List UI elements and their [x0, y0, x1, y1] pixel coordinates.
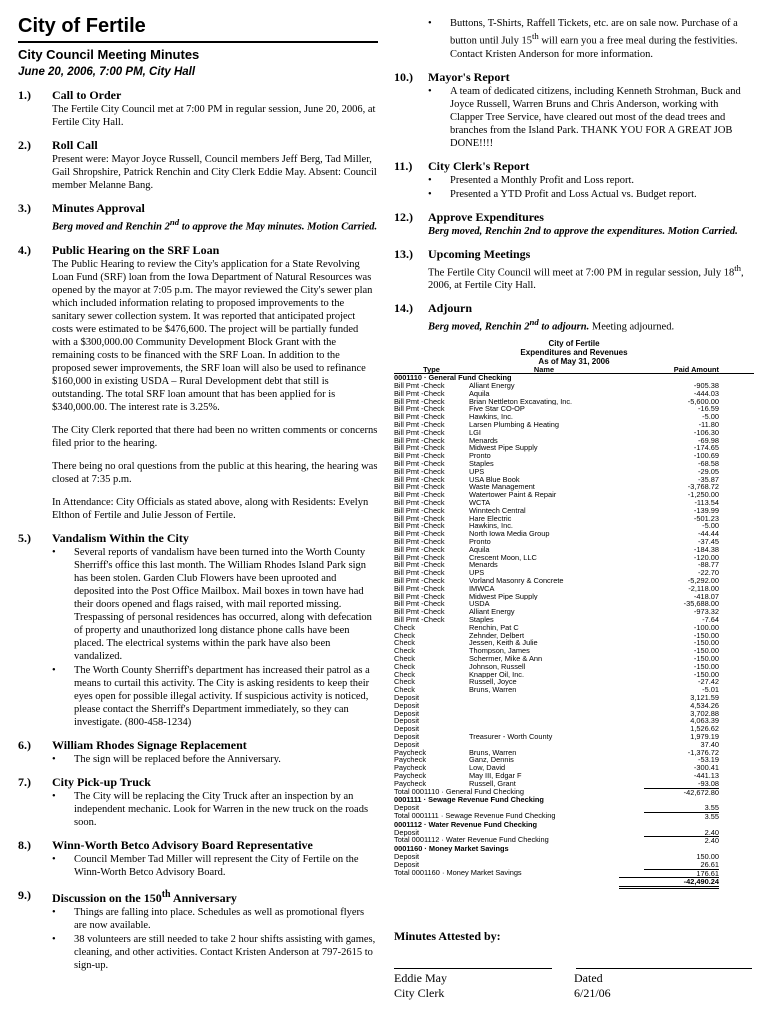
row-type: Bill Pmt -Check	[394, 498, 445, 508]
hearing-paragraph: In Attendance: City Officials as stated above, along with Residents: Evelyn Elthon of Fertile and Julie Jesson of Fertile.	[52, 496, 369, 521]
row-name: Johnson, Russell	[469, 662, 526, 671]
row-type: Bill Pmt -Check	[394, 544, 445, 554]
ordinal-suffix: th	[531, 31, 539, 41]
hearing-paragraph: The City Clerk reported that there had been no written comments or concerns filed prior to the hearing.	[52, 424, 378, 449]
hearing-paragraph: There being no oral questions from the public at this hearing, the hearing was closed at 7:35 p.m.	[52, 460, 378, 485]
row-amount: -3,768.72	[687, 482, 719, 492]
row-amount: -88.77	[698, 560, 719, 570]
row-type: Bill Pmt -Check	[394, 505, 445, 515]
row-amount: -444.03	[693, 388, 719, 398]
row-type: Deposit	[394, 708, 420, 718]
row-name: Hawkins, Inc.	[469, 413, 513, 422]
row-name: Ganz, Dennis	[469, 756, 514, 765]
section-number: 14.)	[394, 301, 413, 315]
row-type: Deposit	[394, 700, 420, 710]
row-name: Menards	[469, 436, 498, 445]
right-column	[394, 14, 754, 889]
clerk-role: City Clerk	[394, 986, 445, 1000]
row-amount: -53.19	[698, 755, 719, 765]
row-type: Check	[394, 661, 415, 671]
section-title: Public Hearing on the SRF Loan	[52, 242, 220, 257]
section-title: Minutes Approval	[52, 201, 145, 215]
total-row	[394, 869, 754, 878]
row-type: Paycheck	[394, 747, 427, 757]
row-type: Bill Pmt -Check	[394, 435, 445, 445]
row-type: Bill Pmt -Check	[394, 466, 445, 476]
row-name: Knapper Oil, Inc.	[469, 670, 525, 679]
row-name: Aquila	[469, 545, 490, 554]
account-label: 0001111 · Sewage Revenue Fund Checking	[394, 795, 544, 805]
row-type: Check	[394, 677, 415, 687]
section-text-a: The Fertile City Council will meet at 7:00 PM in regular session, July 18	[428, 267, 735, 278]
row-amount: 26.61	[700, 859, 719, 869]
page-title: City of Fertile	[18, 15, 146, 37]
left-column	[18, 14, 378, 972]
row-name: UPS	[469, 569, 485, 578]
section-number: 12.)	[394, 209, 413, 224]
row-amount: -16.59	[698, 404, 719, 414]
signature-block	[394, 968, 754, 1001]
section-number: 11.)	[394, 158, 413, 173]
row-amount: -93.08	[698, 778, 719, 788]
row-type: Deposit	[394, 731, 420, 741]
row-name: Treasurer - Worth County	[469, 732, 553, 741]
row-type: Deposit	[394, 827, 420, 837]
section-vandalism	[18, 531, 378, 729]
bullet-item: • The Worth County Sherriff's department has increased their patrol as a means to curtail this activity. The City is asking residents to keep their eyes open for possible illegal activity. If suspicious activity is noticed, please contact the Sherriff's Department immediately, so they can investigate. (800-458-1234)	[52, 664, 378, 729]
row-amount: 3,702.88	[690, 708, 719, 718]
row-name: Thompson, James	[469, 647, 530, 655]
section-upcoming-meetings	[394, 247, 754, 293]
section-title-b: Anniversary	[170, 890, 237, 905]
section-number: 5.)	[18, 530, 31, 545]
row-name: Menards	[469, 561, 498, 570]
account-label: 0001110 · General Fund Checking	[394, 373, 512, 383]
section-text: The Fertile City Council met at 7:00 PM in regular session, June 20, 2006, at Fertile City Hall.	[52, 104, 376, 128]
row-name: Jessen, Keith & Julie	[469, 639, 538, 648]
row-type: Bill Pmt -Check	[394, 420, 445, 430]
row-amount: 37.40	[700, 739, 719, 749]
row-amount: -150.00	[693, 669, 719, 679]
account-label: 0001160 · Money Market Savings	[394, 844, 509, 854]
row-name	[469, 741, 619, 749]
transaction-row	[394, 405, 754, 413]
row-name: Crescent Moon, LLC	[469, 553, 537, 562]
section-number: 6.)	[18, 737, 31, 752]
row-name: USA Blue Book	[469, 475, 520, 484]
row-name: WCTA	[469, 499, 491, 507]
row-name	[469, 717, 619, 725]
row-amount: -5.00	[702, 521, 719, 531]
section-title: Call to Order	[52, 88, 122, 102]
account-label: Total 0001112 · Water Revenue Fund Checking	[394, 835, 549, 845]
bullet-item: • A team of dedicated citizens, including Kenneth Strohman, Buck and Joyce Russell, Warren Bruns and Chris Anderson, working with Clapper Tree Service, have cleared out most of the dead trees and branches from the Island Park. THANK YOU FOR A GREAT JOB DONE!!!!	[428, 85, 754, 150]
row-type: Paycheck	[394, 778, 427, 788]
row-type: Deposit	[394, 803, 420, 813]
row-type	[394, 877, 469, 889]
row-name: Russell, Grant	[469, 779, 516, 788]
bullet-item	[428, 17, 754, 61]
row-amount: 150.00	[696, 851, 719, 861]
row-amount: -139.99	[693, 505, 719, 515]
bullet-item: • The sign will be replaced before the Anniversary.	[52, 753, 378, 766]
row-type: Bill Pmt -Check	[394, 576, 445, 586]
row-name: Staples	[469, 616, 494, 624]
report-rows	[394, 374, 754, 889]
account-header-row	[394, 821, 754, 829]
col-name-header: Name	[533, 365, 555, 374]
row-name: Schermer, Mike & Ann	[469, 654, 543, 663]
row-amount: -35,688.00	[683, 599, 719, 609]
row-name: Alliant Energy	[469, 382, 515, 390]
row-amount: -5.00	[702, 412, 719, 422]
row-type: Bill Pmt -Check	[394, 560, 445, 570]
row-amount: -5,600.00	[687, 396, 719, 406]
transaction-row	[394, 678, 754, 686]
row-amount: -42,490.24	[619, 877, 719, 889]
row-name: LGI	[469, 428, 481, 437]
motion-text: Berg moved, Renchin 2nd to approve the expenditures. Motion Carried.	[428, 225, 738, 237]
transaction-row	[394, 515, 754, 523]
account-label: Total 0001111 · Sewage Revenue Fund Checking	[394, 810, 556, 820]
section-number: 13.)	[394, 246, 413, 261]
row-type: Bill Pmt -Check	[394, 396, 445, 406]
section-number: 7.)	[18, 774, 31, 789]
row-amount: 3,121.59	[690, 692, 719, 702]
row-type: Deposit	[394, 851, 420, 861]
row-type: Bill Pmt -Check	[394, 568, 445, 578]
row-type: Deposit	[394, 739, 420, 749]
bullet-item: • Several reports of vandalism have been turned into the Worth County Sherriff's office this last month. The William Rhodes Island Park sign has been stolen. Garden Club Flowers have been uprooted and deposited into the Post Office Mailbox. Mail boxes in town have had their doors opened and flags raised, with mail reported missing. Trespassing of personal residences has occurred, along with defecation of property and unauthorized long distance phone calls have been placed. The electrical systems within the park have also been vandalized.	[52, 546, 378, 663]
row-type: Deposit	[394, 859, 420, 869]
row-type: Bill Pmt -Check	[394, 490, 445, 500]
row-amount: -150.00	[693, 638, 719, 648]
section-anniversary	[18, 888, 378, 972]
bullet-text-b: will earn you a free meal during the festivities. Contact Kristen Anderson for more information.	[450, 35, 738, 60]
signature-line	[394, 968, 552, 969]
row-amount: -29.05	[698, 466, 719, 476]
row-amount: -37.45	[698, 537, 719, 547]
row-amount: -120.00	[693, 552, 719, 562]
row-name: Renchin, Pat C	[469, 623, 519, 632]
row-name: May III, Edgar F	[469, 771, 522, 780]
row-amount: 1,526.62	[690, 724, 719, 734]
row-name: Staples	[469, 460, 494, 468]
section-number: 9.)	[18, 887, 31, 902]
report-date: As of May 31, 2006	[538, 356, 610, 366]
section-call-to-order	[18, 88, 378, 129]
motion-text-b: to approve the May minutes. Motion Carried.	[179, 221, 378, 233]
attest-heading: Minutes Attested by:	[394, 929, 501, 943]
row-amount: -22.70	[698, 568, 719, 578]
motion-text	[52, 216, 378, 234]
row-name: Larsen Plumbing & Heating	[469, 421, 559, 429]
row-name: Alliant Energy	[469, 608, 515, 616]
row-type: Bill Pmt -Check	[394, 521, 445, 531]
row-amount: -5.01	[702, 685, 719, 695]
row-name: Pronto	[469, 538, 491, 546]
row-type: Bill Pmt -Check	[394, 404, 445, 414]
ordinal-suffix: th	[734, 262, 742, 273]
row-type: Check	[394, 630, 415, 640]
row-amount: -184.38	[693, 544, 719, 554]
section-title: Mayor's Report	[428, 69, 510, 84]
row-name: Vorland Masonry & Concrete	[469, 577, 564, 585]
row-type: Bill Pmt -Check	[394, 552, 445, 562]
row-type: Check	[394, 653, 415, 663]
row-type: Bill Pmt -Check	[394, 599, 445, 609]
section-number: 8.)	[18, 837, 31, 852]
row-amount: -44.44	[698, 529, 719, 539]
section-number: 1.)	[18, 88, 31, 102]
row-amount: -418.07	[693, 591, 719, 601]
section-title: Vandalism Within the City	[52, 530, 189, 545]
bullet-item: • Council Member Tad Miller will represent the City of Fertile on the Winn-Worth Betco Advisory Board.	[52, 853, 378, 879]
row-amount: 3.55	[704, 803, 719, 813]
motion-text-b: to adjourn.	[538, 321, 590, 333]
motion-text-a: Berg moved, Renchin 2	[428, 321, 530, 333]
row-type: Bill Pmt -Check	[394, 388, 445, 398]
row-amount: -300.41	[693, 763, 719, 773]
row-amount: -113.54	[694, 498, 719, 508]
ordinal-suffix: nd	[529, 317, 539, 327]
row-name	[469, 725, 619, 733]
report-title: City of Fertile	[548, 338, 600, 348]
row-amount: -27.42	[698, 677, 719, 687]
motion-text	[428, 316, 754, 334]
bullet-item: • The City will be replacing the City Truck after an inspection by an independent mechanic. Look for Warren in the new truck on the roads soon.	[52, 790, 378, 829]
report-subtitle: Expenditures and Revenues	[520, 347, 628, 357]
section-text-b: , 2006, at Fertile City Hall.	[428, 267, 744, 291]
row-type: Bill Pmt -Check	[394, 591, 445, 601]
section-adjourn	[394, 301, 754, 334]
section-advisory-board	[18, 838, 378, 879]
row-name: Pronto	[469, 452, 491, 461]
row-type: Check	[394, 685, 415, 695]
row-amount: -100.00	[693, 622, 719, 632]
row-amount: -973.32	[693, 607, 719, 617]
row-type: Check	[394, 646, 415, 656]
row-type: Bill Pmt -Check	[394, 474, 445, 484]
section-text	[428, 262, 754, 293]
row-amount: -905.38	[693, 381, 719, 391]
row-amount: -150.00	[693, 630, 719, 640]
section-title: Winn-Worth Betco Advisory Board Representative	[52, 837, 313, 852]
row-amount: 176.61	[644, 869, 719, 878]
row-type: Paycheck	[394, 763, 427, 773]
account-label: 0001112 · Water Revenue Fund Checking	[394, 819, 538, 829]
row-amount: -106.30	[693, 427, 719, 437]
row-name: Hawkins, Inc.	[469, 522, 513, 531]
account-label: Total 0001110 · General Fund Checking	[394, 786, 524, 796]
row-amount: -441.13	[693, 770, 719, 780]
col-amount-header: Paid Amount	[673, 364, 719, 374]
row-name	[469, 702, 619, 710]
account-header-row	[394, 796, 754, 804]
row-type: Bill Pmt -Check	[394, 412, 445, 422]
row-amount: 3.55	[644, 812, 719, 821]
row-name: North Iowa Media Group	[469, 530, 550, 539]
row-amount: -69.98	[698, 435, 719, 445]
total-row	[394, 877, 754, 889]
row-name: Low, David	[469, 764, 506, 772]
bullet-item: • Things are falling into place. Schedules as well as promotional flyers are now available.	[52, 906, 378, 932]
section-title: Approve Expenditures	[428, 209, 544, 224]
signed-date: 6/21/06	[574, 986, 611, 1000]
row-type: Bill Pmt -Check	[394, 513, 445, 523]
row-amount: -5,292.00	[687, 576, 719, 586]
row-name: Five Star CO-OP	[469, 405, 525, 414]
row-type: Bill Pmt -Check	[394, 607, 445, 617]
col-type-header: Type	[423, 364, 440, 374]
section-title-a: Discussion on the 150	[52, 890, 162, 905]
section-minutes-approval	[18, 201, 378, 234]
row-amount: 2.40	[644, 836, 719, 845]
row-amount: -42,672.80	[644, 788, 719, 797]
row-name: Winntech Central	[469, 506, 526, 515]
ordinal-suffix: th	[161, 888, 171, 900]
row-name: Hare Electric	[469, 514, 512, 523]
row-name: Bruns, Warren	[469, 686, 517, 694]
section-roll-call	[18, 138, 378, 192]
section-number: 10.)	[394, 69, 413, 84]
meeting-info: June 20, 2006, 7:00 PM, City Hall	[18, 66, 196, 78]
row-type: Check	[394, 622, 415, 632]
hearing-paragraph: The Public Hearing to review the City's application for a State Revolving Loan Fund (SRF) loan from the Iowa Department of Natural Resources was opened by the mayor at 7:05 p.m. The mayor reviewed the City's sewer plan which included information relating to proposed improvements to the sanitary sewer collection system. It was reported that anticipated project costs were estimated to be $476,600. The project will be partially funded with a $300,000.00 Community Development Block Grant with the remaining costs to be financed with the SRF Loan. In addition to the proposed sewer improvements, the SRF loan will also be used to refinance $160,000 in existing USDA – Rural Development debt that still is outstanding. The total SRF loan amount that has been applied for is $340,000.00. The interest rate is 3.25%.	[52, 258, 373, 413]
row-name	[469, 853, 619, 861]
row-name: Aquila	[469, 389, 490, 398]
row-type: Bill Pmt -Check	[394, 427, 445, 437]
adjourned-text: Meeting adjourned.	[589, 321, 675, 333]
transaction-row	[394, 733, 754, 741]
row-type: Bill Pmt -Check	[394, 451, 445, 461]
section-title: Adjourn	[428, 301, 473, 315]
row-amount: 4,063.39	[690, 716, 719, 726]
ordinal-suffix: nd	[169, 217, 180, 227]
bullet-item: • 38 volunteers are still needed to take 2 hour shifts assisting with games, cleaning, and other activities. Contact Kristen Anderson at 797-2615 to sign-up.	[52, 933, 378, 972]
section-mayors-report	[394, 70, 754, 150]
row-amount: -174.65	[693, 443, 719, 453]
row-name: Watertower Paint & Repair	[469, 491, 557, 500]
row-name: Midwest Pipe Supply	[469, 592, 538, 601]
row-name	[469, 694, 619, 702]
section-title: City Clerk's Report	[428, 158, 530, 173]
row-type: Deposit	[394, 692, 420, 702]
row-amount: 2.40	[704, 827, 719, 837]
row-type: Bill Pmt -Check	[394, 583, 445, 593]
row-type: Bill Pmt -Check	[394, 529, 445, 539]
row-amount: -35.87	[698, 474, 719, 484]
dated-label: Dated	[574, 971, 603, 985]
transaction-row	[394, 853, 754, 861]
row-amount: -7.64	[702, 615, 719, 624]
section-title: William Rhodes Signage Replacement	[52, 737, 247, 752]
row-amount: -100.69	[693, 451, 719, 461]
row-name: Russell, Joyce	[469, 678, 517, 687]
section-number: 4.)	[18, 242, 31, 257]
section-signage	[18, 738, 378, 766]
row-name: IMWCA	[469, 584, 495, 593]
row-amount: -150.00	[693, 646, 719, 656]
row-name: Brian Nettleton Excavating, Inc.	[469, 397, 573, 406]
row-name	[469, 877, 619, 889]
section-title: Roll Call	[52, 138, 98, 152]
row-amount: -11.80	[698, 420, 719, 430]
title-rule	[18, 41, 378, 43]
row-type: Bill Pmt -Check	[394, 459, 445, 469]
transaction-row	[394, 608, 754, 616]
account-label: Total 0001160 · Money Market Savings	[394, 867, 522, 877]
row-type: Check	[394, 669, 415, 679]
row-amount: -501.23	[693, 513, 719, 523]
section-title: City Pick-up Truck	[52, 774, 151, 789]
row-type: Paycheck	[394, 770, 427, 780]
row-type: Paycheck	[394, 755, 427, 765]
date-line	[576, 968, 752, 969]
row-name: Midwest Pipe Supply	[469, 444, 538, 453]
row-type: Bill Pmt -Check	[394, 443, 445, 453]
row-name	[469, 710, 619, 718]
row-type: Bill Pmt -Check	[394, 537, 445, 547]
section-expenditures	[394, 210, 754, 238]
row-name: Bruns, Warren	[469, 748, 517, 757]
row-name: UPS	[469, 467, 485, 476]
bullet-item: • Presented a Monthly Profit and Loss report.	[428, 174, 754, 187]
row-type: Deposit	[394, 716, 420, 726]
row-amount: -1,376.72	[687, 747, 719, 757]
financial-report	[394, 339, 754, 890]
signature-lines	[394, 968, 754, 969]
section-clerks-report	[394, 159, 754, 201]
bullet-item: • Presented a YTD Profit and Loss Actual vs. Budget report.	[428, 188, 754, 201]
row-name: Zehnder, Delbert	[469, 631, 525, 640]
row-type: Bill Pmt -Check	[394, 482, 445, 492]
motion-text-a: Berg moved and Renchin 2	[52, 221, 170, 233]
section-public-hearing	[18, 243, 378, 522]
document-subtitle: City Council Meeting Minutes	[18, 47, 200, 62]
row-type: Bill Pmt -Check	[394, 615, 445, 624]
bullet-text-a: Buttons, T-Shirts, Raffell Tickets, etc. are on sale now. Purchase of a button until July 15	[450, 18, 738, 47]
section-title: Upcoming Meetings	[428, 246, 531, 261]
row-amount: -68.58	[698, 459, 719, 469]
section-number: 3.)	[18, 201, 31, 215]
row-type: Deposit	[394, 724, 420, 734]
section-title	[52, 888, 237, 905]
row-type: Check	[394, 638, 415, 648]
row-amount: -2,118.00	[688, 583, 719, 593]
row-name: Waste Management	[469, 483, 535, 492]
clerk-name: Eddie May	[394, 971, 447, 985]
row-amount: -150.00	[693, 661, 719, 671]
row-name: USDA	[469, 600, 490, 609]
row-amount: -1,250.00	[687, 490, 719, 500]
row-amount: -150.00	[693, 653, 719, 663]
row-amount: 4,534.26	[690, 700, 719, 710]
row-amount: 1,979.19	[690, 731, 719, 741]
section-number: 2.)	[18, 138, 31, 152]
section-pickup-truck	[18, 775, 378, 829]
row-type: Bill Pmt -Check	[394, 381, 445, 391]
section-text: Present were: Mayor Joyce Russell, Council members Jeff Berg, Tad Miller, Gail Shropshire, Patrick Renchin and City Clerk Eddie May. Absent: Council member Melanne Bang.	[52, 154, 377, 191]
